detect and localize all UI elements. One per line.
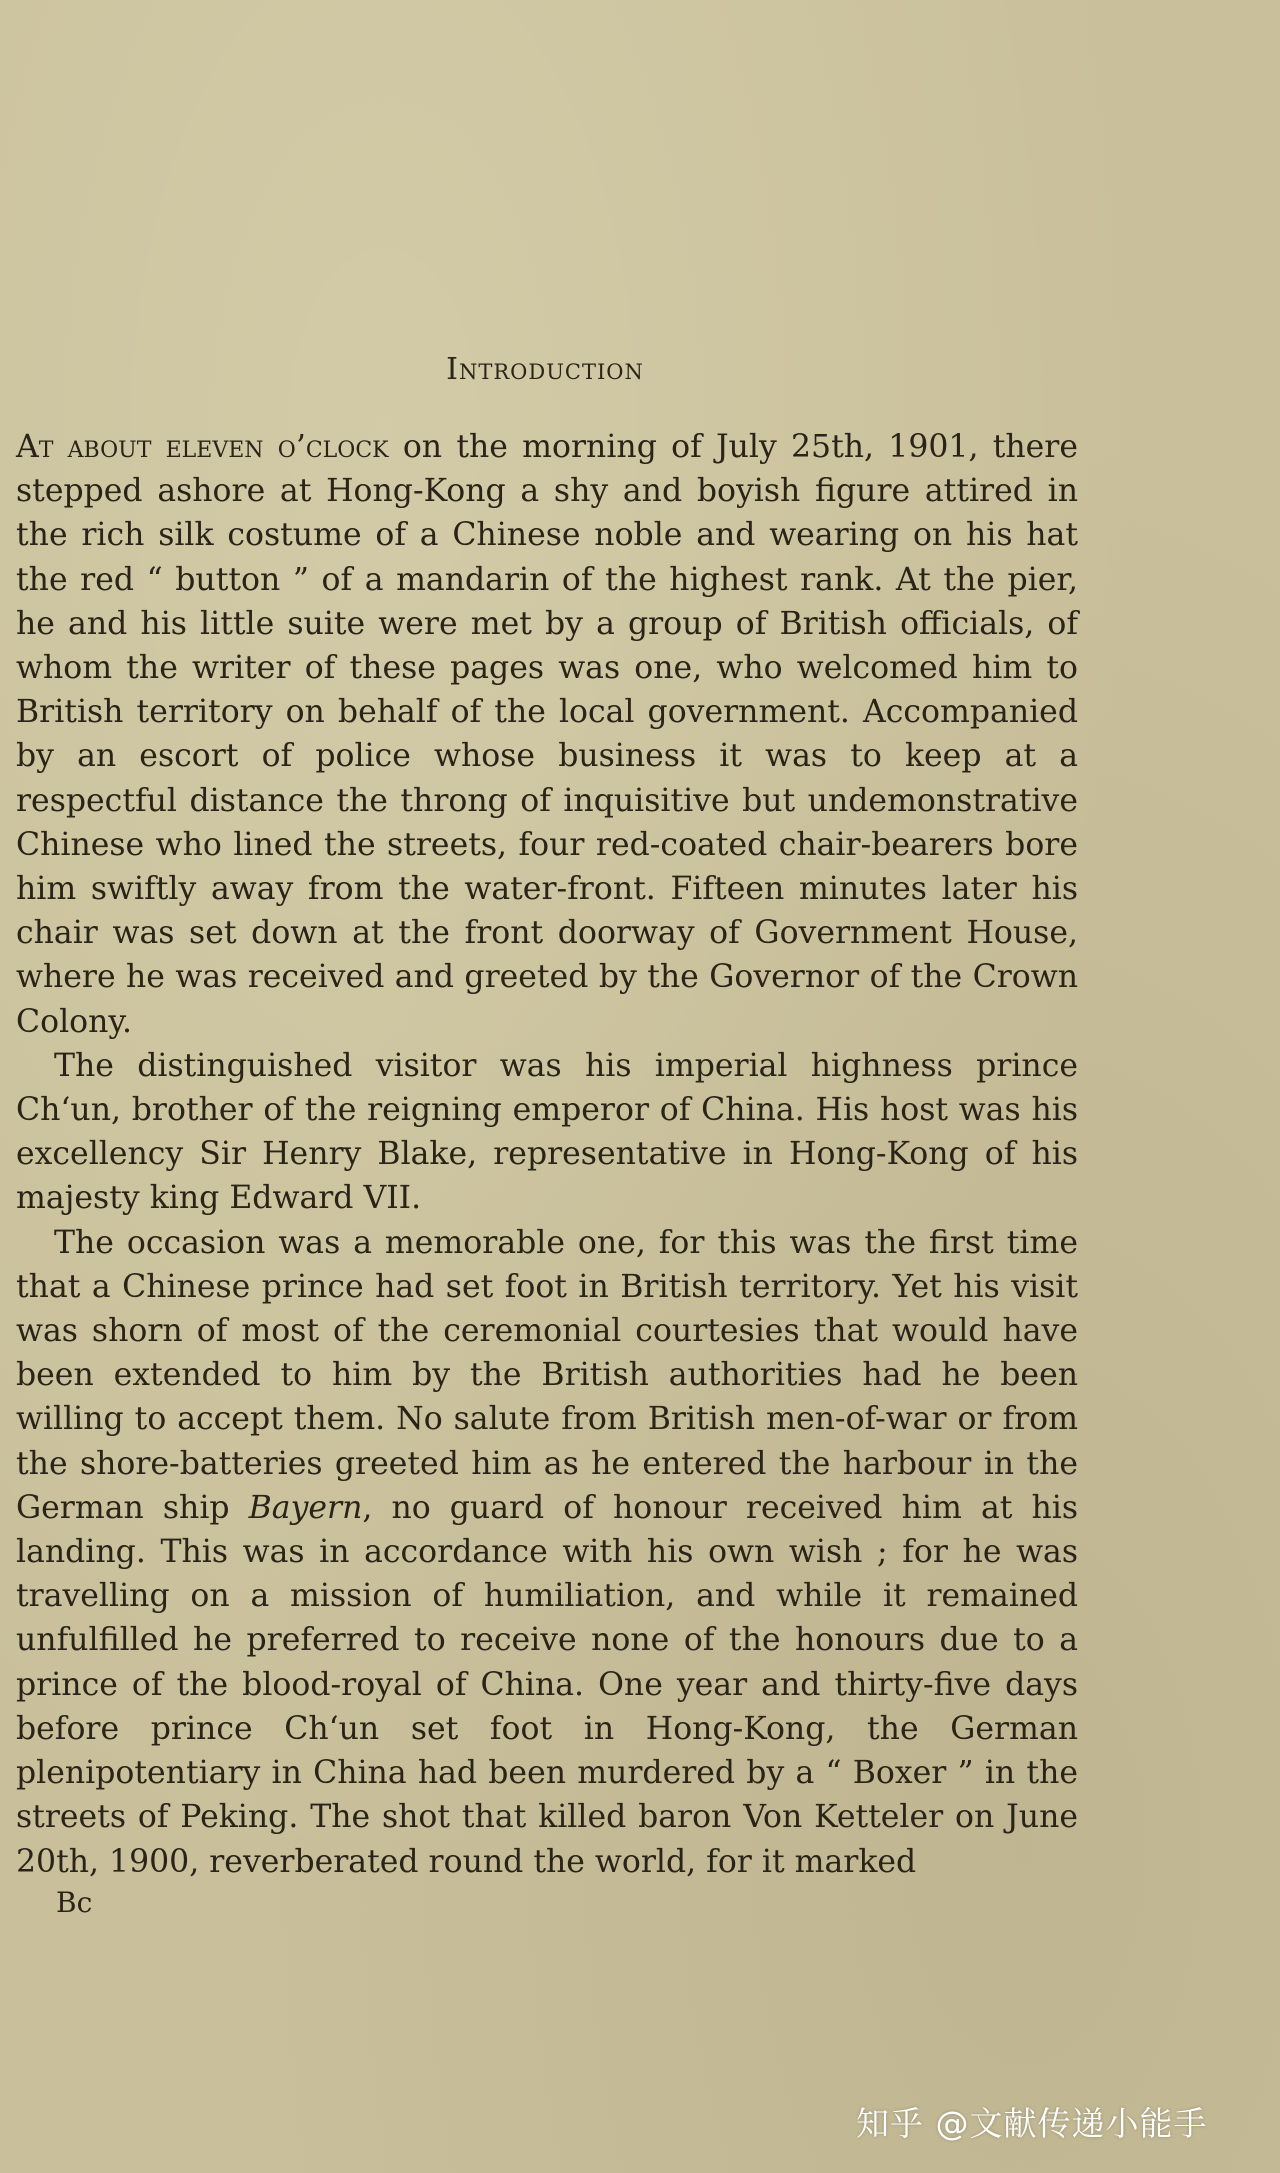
running-head: Introduction <box>446 352 644 387</box>
paragraph-2-text: The distinguished visitor was his imperial highness prince Ch‘un, brother of the reigning emperor of China. His host was his excellency Sir Henry Blake, representative in Hong-Kong of his majesty king Edward VII. <box>16 1047 1078 1217</box>
paragraph-3-text-a: The occasion was a memorable one, for this was the first time that a Chinese prince had set foot in British territory. Yet his visit was shorn of most of the ceremonial courtesies that would have been extended to him by the British authorities had he been willing to accept them. No salute from British men-of-war or from the shore-batteries greeted him as he entered the harbour in the German ship <box>16 1224 1078 1526</box>
paragraph-2 <box>16 1044 1078 1221</box>
paragraph-1-text: on the morning of July 25th, 1901, there stepped ashore at Hong-Kong a shy and boyish figure attired in the rich silk costume of a Chinese noble and wearing on his hat the red “ button ” of a mandarin of the highest rank. At the pier, he and his little suite were met by a group of British officials, of whom the writer of these pages was one, who welcomed him to British territory on behalf of the local government. Accompanied by an escort of police whose business it was to keep at a respectful distance the throng of inquisitive but undemonstrative Chinese who lined the streets, four red-coated chair-bearers bore him swiftly away from the water-front. Fifteen minutes later his chair was set down at the front doorway of Government House, where he was received and greeted by the Governor of the Crown Colony. <box>16 429 1078 1040</box>
paragraph-1 <box>16 425 1078 1044</box>
body-text <box>16 425 1078 1884</box>
paragraph-3-text-b: , no guard of honour received him at his landing. This was in accordance with his own wish ; for he was travelling on a mission of humiliation, and while it remained unfulfilled he preferred to receive none of the honours due to a prince of the blood-royal of China. One year and thirty-five days before prince Ch‘un set foot in Hong-Kong, the German plenipotentiary in China had been murdered by a “ Boxer ” in the streets of Peking. The shot that killed baron Von Ketteler on June 20th, 1900, reverberated round the world, for it marked <box>16 1489 1078 1880</box>
ship-name: Bayern <box>248 1489 363 1526</box>
paragraph-3 <box>16 1221 1078 1884</box>
watermark: 知乎 @文献传递小能手 <box>856 2104 1208 2143</box>
paragraph-lead-in: At about eleven o’clock <box>16 429 389 465</box>
signature-mark: Bc <box>56 1886 93 1919</box>
